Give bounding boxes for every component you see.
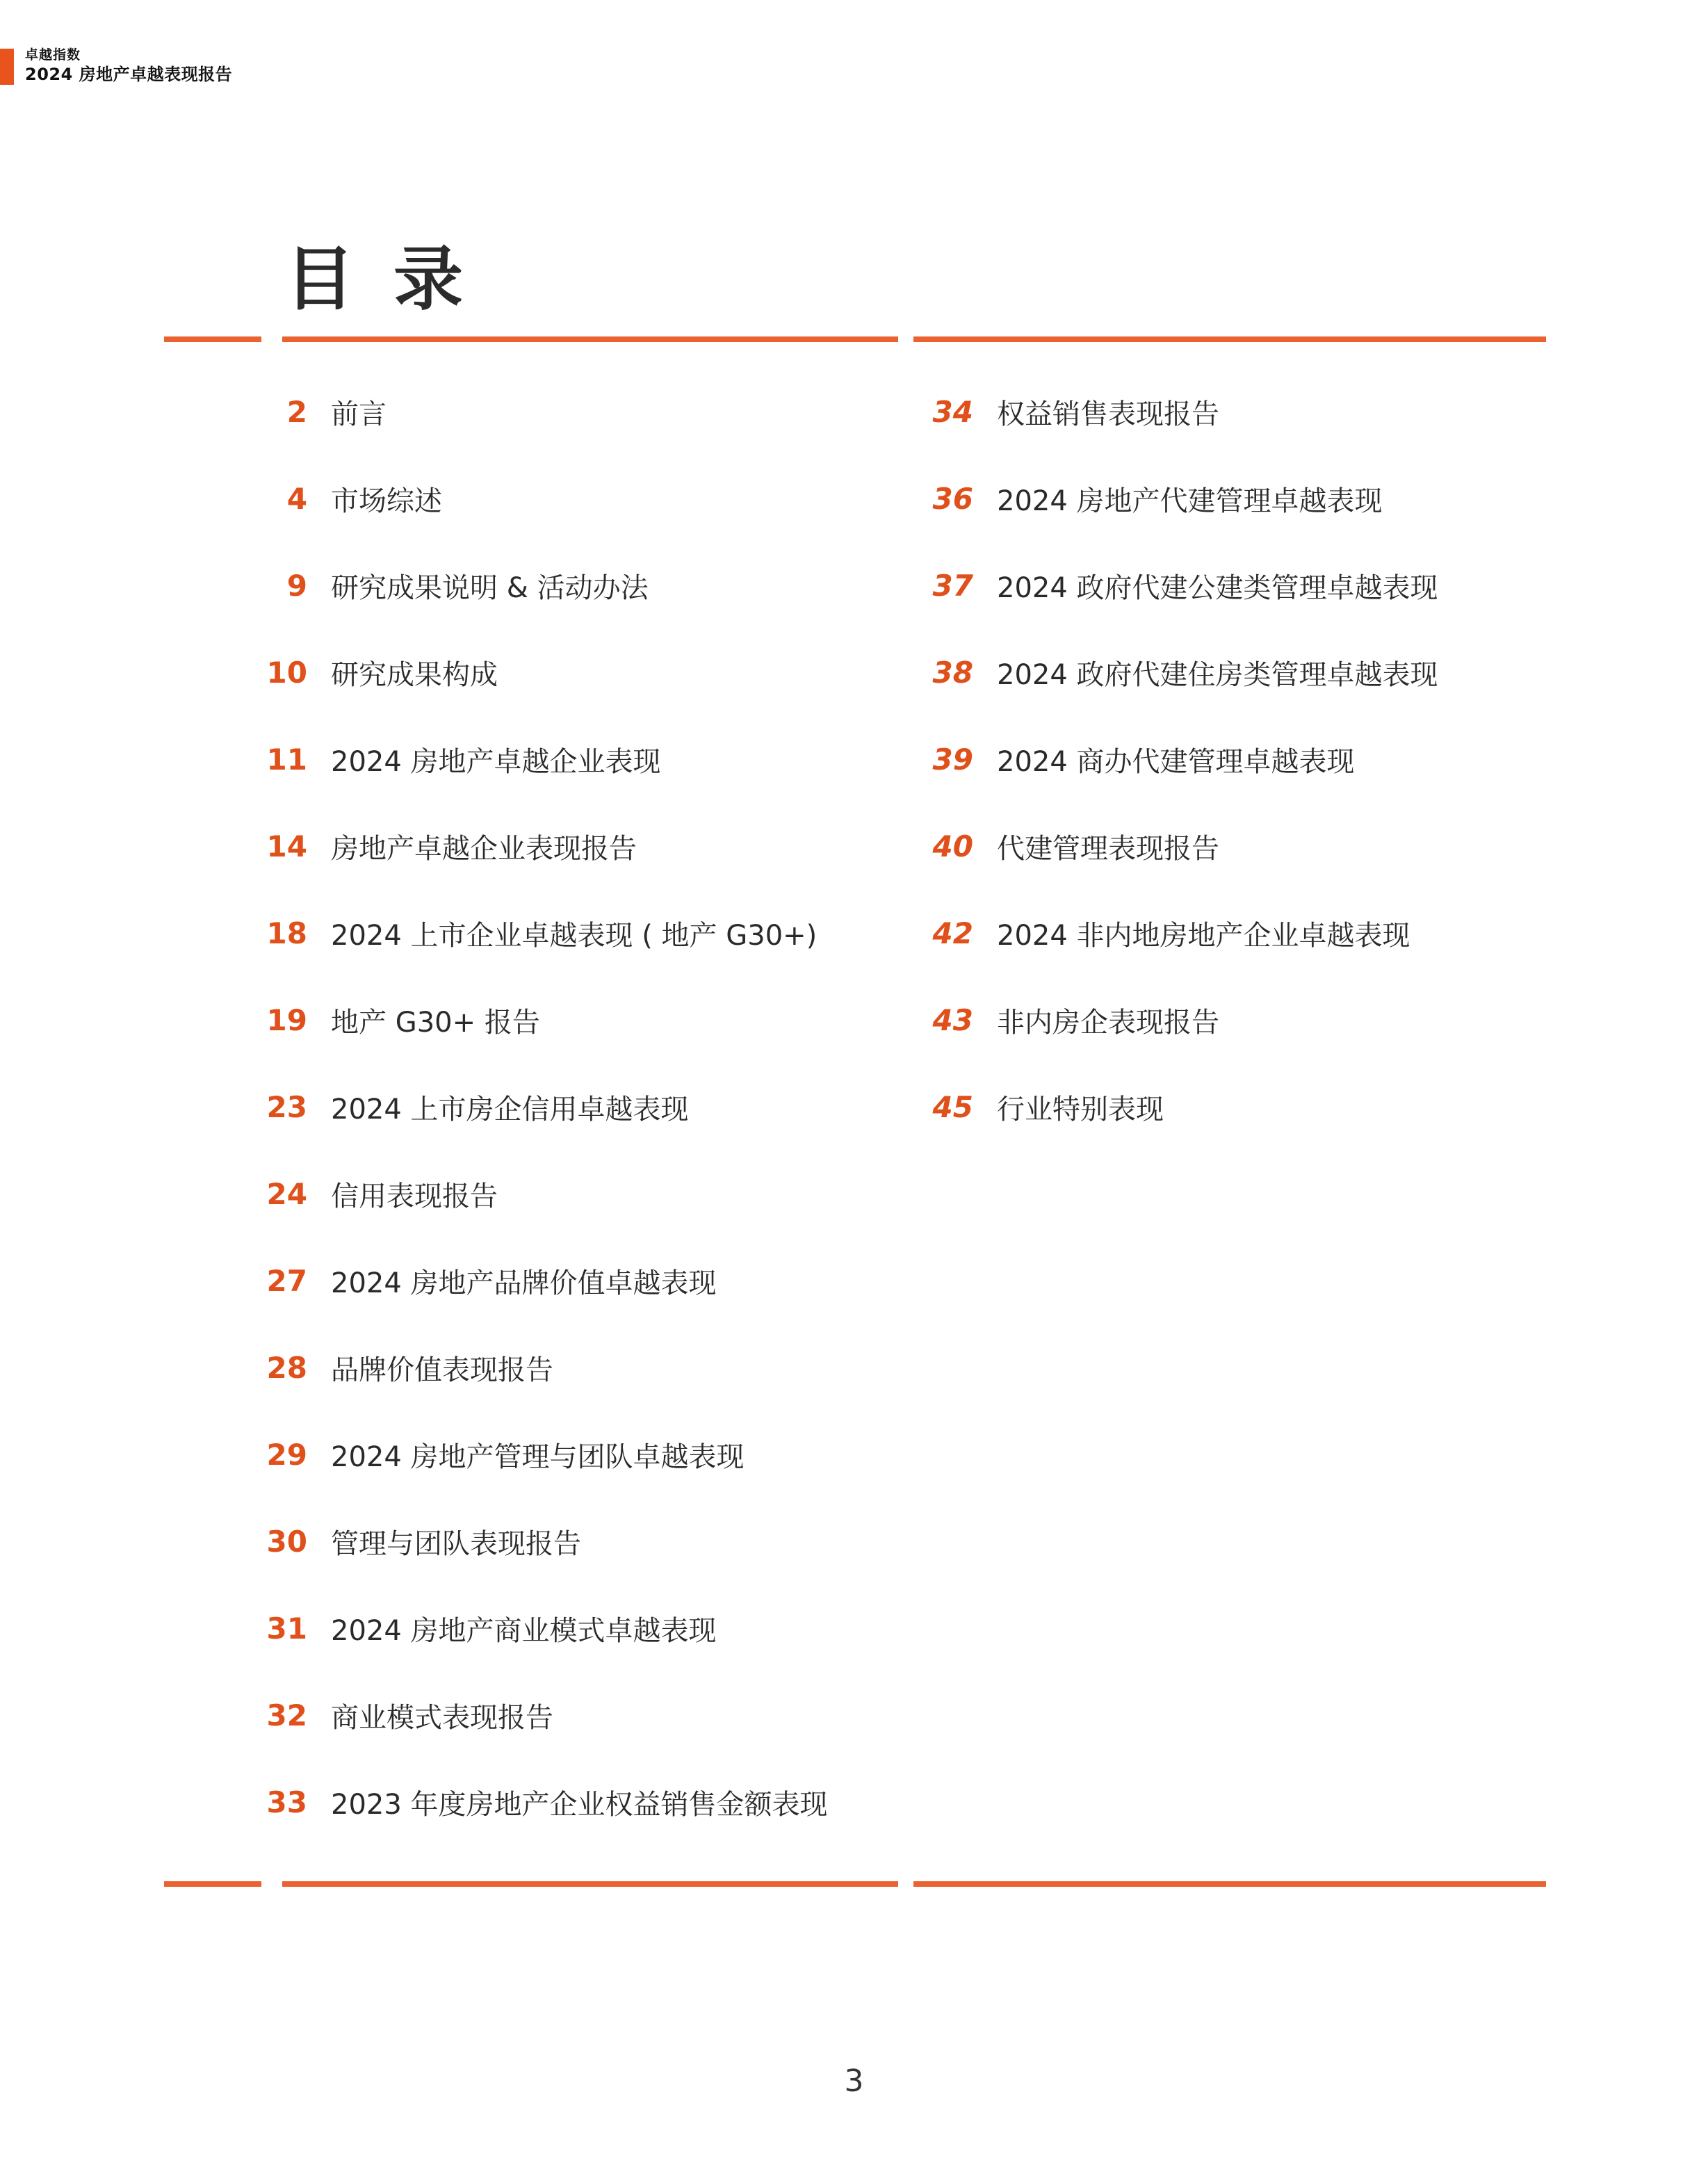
bottom-rule-right [913, 1881, 1546, 1887]
brand-accent-bar [0, 49, 14, 85]
toc-entry[interactable] [249, 1082, 689, 1132]
page-number: 3 [844, 2063, 864, 2099]
toc-entry[interactable] [922, 734, 1355, 784]
toc-entry-label: 研究成果说明 & 活动办法 [331, 571, 649, 604]
toc-entry-label: 2024 房地产代建管理卓越表现 [997, 485, 1383, 517]
toc-entry[interactable] [922, 995, 1219, 1045]
toc-entry[interactable] [922, 1082, 1164, 1132]
brand-name: 卓越指数 [25, 47, 81, 63]
toc-entry-label: 2024 政府代建住房类管理卓越表现 [997, 658, 1438, 691]
toc-entry-label: 2024 上市企业卓越表现 ( 地产 G30+) [331, 919, 818, 952]
toc-entry-label: 权益销售表现报告 [997, 398, 1219, 430]
toc-entry[interactable] [922, 387, 1219, 437]
toc-page-number: 18 [266, 916, 307, 950]
toc-page-number: 37 [932, 568, 973, 603]
toc-entry-label: 2024 非内地房地产企业卓越表现 [997, 919, 1410, 952]
toc-entry[interactable] [249, 473, 442, 523]
toc-page-number: 40 [932, 829, 973, 863]
toc-entry-label: 市场综述 [331, 485, 442, 517]
toc-page-number: 32 [266, 1698, 307, 1732]
toc-page-number: 42 [932, 916, 973, 950]
toc-entry[interactable] [922, 473, 1383, 523]
toc-entry-label: 地产 G30+ 报告 [331, 1006, 540, 1039]
toc-entry[interactable] [249, 560, 649, 610]
toc-entry-label: 代建管理表现报告 [997, 832, 1219, 865]
toc-entry-label: 2024 房地产品牌价值卓越表现 [331, 1267, 717, 1299]
bottom-rule-short [164, 1881, 261, 1887]
report-title: 2024 房地产卓越表现报告 [25, 65, 233, 84]
toc-entry[interactable] [249, 734, 661, 784]
toc-page-number: 19 [266, 1002, 307, 1037]
toc-page-number: 31 [266, 1611, 307, 1646]
toc-entry[interactable] [249, 1603, 717, 1653]
toc-entry-label: 2024 房地产管理与团队卓越表现 [331, 1440, 745, 1473]
toc-entry-label: 非内房企表现报告 [997, 1006, 1219, 1039]
toc-page-number: 45 [932, 1089, 973, 1124]
toc-entry[interactable] [249, 908, 817, 958]
toc-page-number: 2 [286, 394, 307, 429]
toc-entry[interactable] [249, 1342, 553, 1393]
toc-page-number: 11 [266, 742, 307, 777]
toc-page-number: 10 [266, 655, 307, 690]
toc-entry[interactable] [249, 821, 637, 871]
toc-page-number: 28 [266, 1350, 307, 1385]
toc-page-number: 30 [266, 1524, 307, 1559]
toc-entry-label: 2023 年度房地产企业权益销售金额表现 [331, 1788, 828, 1821]
toc-page-number: 4 [286, 481, 307, 516]
toc-page-number: 27 [266, 1263, 307, 1298]
toc-entry[interactable] [249, 647, 498, 697]
toc-entry-label: 研究成果构成 [331, 658, 498, 691]
toc-entry[interactable] [249, 1429, 745, 1479]
toc-entry[interactable] [249, 1169, 498, 1219]
toc-entry[interactable] [249, 1777, 828, 1827]
toc-entry[interactable] [249, 387, 387, 437]
top-rule-right [913, 336, 1546, 342]
toc-entry[interactable] [249, 1256, 717, 1306]
toc-entry-label: 2024 政府代建公建类管理卓越表现 [997, 571, 1438, 604]
toc-entry-label: 2024 房地产商业模式卓越表现 [331, 1614, 717, 1647]
top-rule-short [164, 336, 261, 342]
toc-page-number: 39 [932, 742, 973, 777]
toc-page-number: 9 [286, 568, 307, 603]
toc-entry[interactable] [249, 1516, 581, 1566]
toc-entry-label: 管理与团队表现报告 [331, 1527, 581, 1560]
toc-page-number: 29 [266, 1437, 307, 1472]
toc-entry[interactable] [922, 821, 1219, 871]
header-brand [25, 49, 232, 83]
toc-entry[interactable] [249, 995, 540, 1045]
toc-page-number: 14 [266, 829, 307, 863]
toc-entry-label: 2024 商办代建管理卓越表现 [997, 745, 1355, 778]
toc-entry-label: 2024 上市房企信用卓越表现 [331, 1093, 689, 1126]
toc-page-number: 38 [932, 655, 973, 690]
toc-entry-label: 前言 [331, 398, 387, 430]
toc-page-number: 36 [932, 481, 973, 516]
toc-entry-label: 信用表现报告 [331, 1180, 498, 1212]
toc-entry[interactable] [922, 560, 1438, 610]
toc-entry-label: 2024 房地产卓越企业表现 [331, 745, 661, 778]
toc-entry[interactable] [249, 1690, 553, 1740]
toc-page-number: 24 [266, 1176, 307, 1211]
toc-page-number: 23 [266, 1089, 307, 1124]
toc-page-number: 43 [932, 1002, 973, 1037]
toc-entry-label: 品牌价值表现报告 [331, 1354, 553, 1386]
toc-page-number: 33 [266, 1785, 307, 1819]
toc-page-number: 34 [932, 394, 973, 429]
toc-entry[interactable] [922, 647, 1438, 697]
toc-entry-label: 行业特别表现 [997, 1093, 1164, 1126]
bottom-rule-left [282, 1881, 898, 1887]
toc-entry-label: 商业模式表现报告 [331, 1701, 553, 1734]
top-rule-left [282, 336, 898, 342]
toc-entry[interactable] [922, 908, 1410, 958]
page-title: 目录 [285, 238, 502, 320]
toc-entry-label: 房地产卓越企业表现报告 [331, 832, 637, 865]
